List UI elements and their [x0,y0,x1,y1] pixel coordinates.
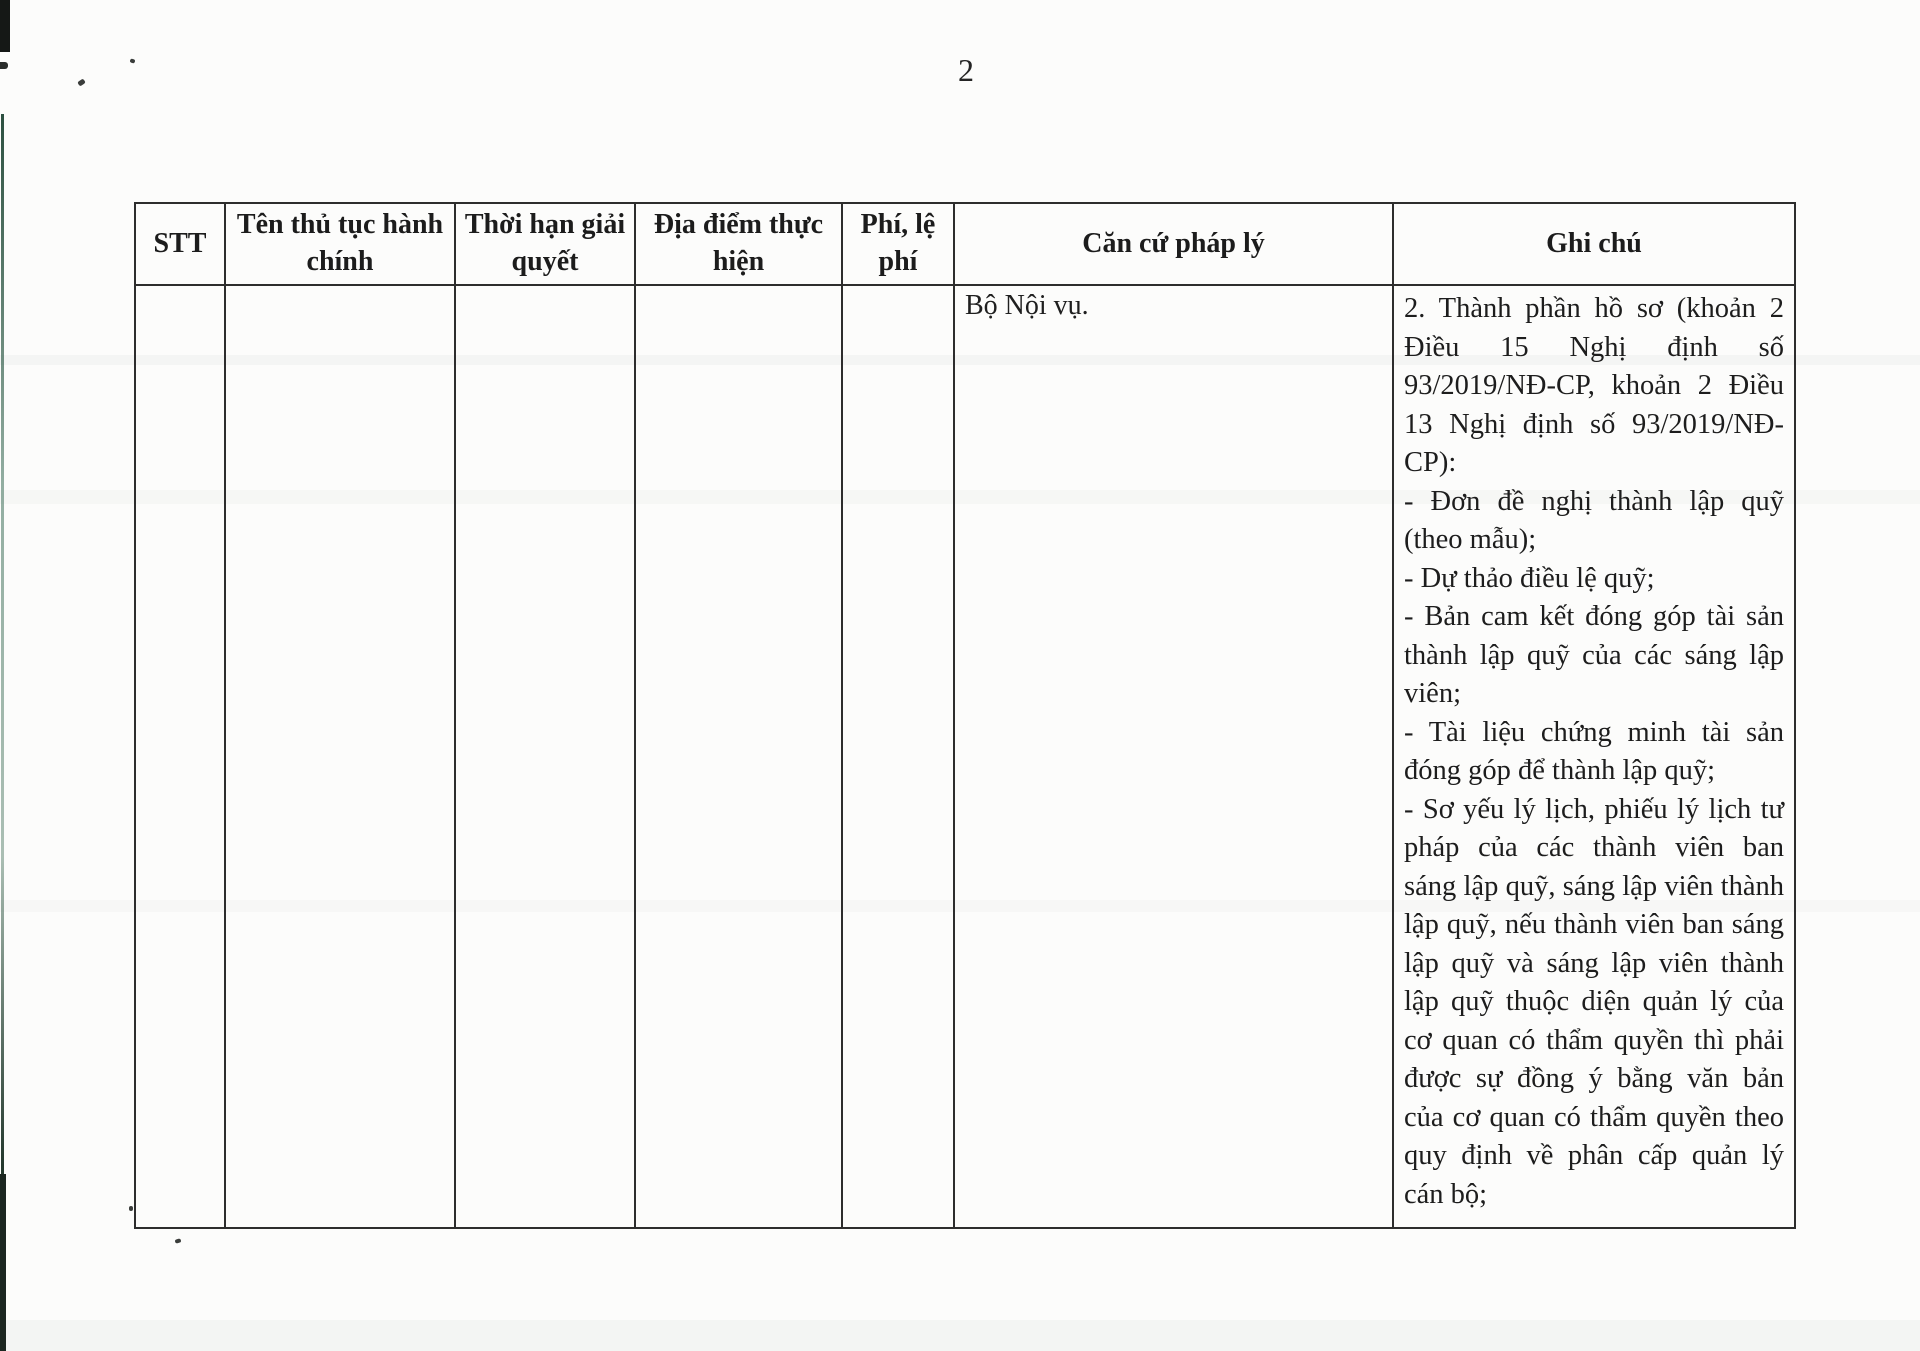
table-header-row [135,203,1795,285]
cell-thoi-han [455,285,635,1228]
cell-phi-le-phi [842,285,954,1228]
scan-edge-green-line [1,114,4,1351]
ghi-chu-paragraph: - Đơn đề nghị thành lập quỹ (theo mẫu); [1404,485,1784,555]
scan-speck [129,1206,133,1211]
scan-streak [0,1320,1920,1351]
col-header-thoi-han: Thời hạn giải quyết [455,203,635,285]
table-row [135,285,1795,1228]
ghi-chu-content [1404,290,1784,1214]
page-number: 2 [958,52,974,88]
cell-stt [135,285,225,1228]
col-header-can-cu-phap-ly: Căn cứ pháp lý [954,203,1393,285]
scan-speck [129,58,135,63]
col-header-ghi-chu: Ghi chú [1393,203,1795,285]
cell-ghi-chu [1393,285,1795,1228]
scan-edge-black-bar [0,0,10,52]
col-header-stt: STT [135,203,225,285]
col-header-dia-diem: Địa điểm thực hiện [635,203,842,285]
scan-edge-green-bar [0,1174,6,1351]
cell-ten-thu-tuc [225,285,455,1228]
scan-speck [77,78,86,86]
can-cu-phap-ly-text: Bộ Nội vụ. [965,290,1089,321]
col-header-phi-le-phi: Phí, lệ phí [842,203,954,285]
col-header-ten-thu-tuc: Tên thủ tục hành chính [225,203,455,285]
ghi-chu-paragraph: - Dự thảo điều lệ quỹ; [1404,562,1655,594]
scan-edge-tick [0,62,8,69]
ghi-chu-paragraph: - Sơ yếu lý lịch, phiếu lý lịch tư pháp của các thành viên ban sáng lập quỹ, sáng lập viên thành lập quỹ, nếu thành viên ban sáng lập quỹ và sáng lập viên thành lập quỹ thuộc diện quản lý của cơ quan có thẩm quyền thì phải được sự đồng ý bằng văn bản của cơ quan có thẩm quyền theo quy định về phân cấp quản lý cán bộ; [1404,793,1784,1210]
ghi-chu-paragraph: - Bản cam kết đóng góp tài sản thành lập quỹ của các sáng lập viên; [1404,601,1784,709]
procedures-table [134,202,1796,1229]
cell-can-cu-phap-ly [954,285,1393,1228]
ghi-chu-paragraph: - Tài liệu chứng minh tài sản đóng góp để thành lập quỹ; [1404,716,1784,786]
scan-speck [175,1238,182,1243]
cell-dia-diem [635,285,842,1228]
ghi-chu-paragraph: 2. Thành phần hồ sơ (khoản 2 Điều 15 Nghị định số 93/2019/NĐ-CP, khoản 2 Điều 13 Nghị định số 93/2019/NĐ-CP): [1404,293,1784,478]
